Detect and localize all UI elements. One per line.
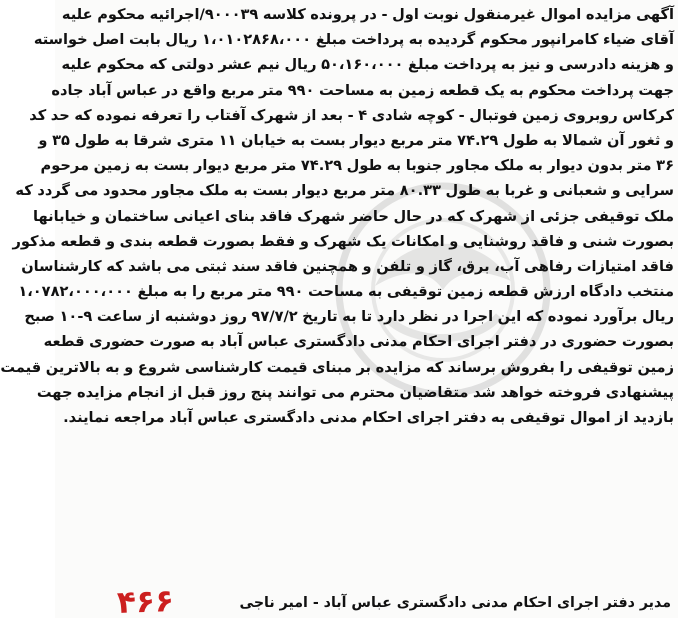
notice-line: ۳۶ متر بدون دیوار به ملک مجاور جنوبا به طول ۷۴.۲۹ متر مربع دیوار بست به زمین مرحوم (40, 157, 674, 175)
red-handwritten-number: ۴۶۶ (116, 582, 175, 621)
notice-line: ریال برآورد نموده که این اجرا در نظر دارد تا به تاریخ ۹۷/۷/۲ روز دوشنبه از ساعت ۹-۱۰ صبح (24, 308, 674, 326)
notice-line: و ثغور آن شمالا به طول ۷۴.۲۹ متر مربع دیوار بست به خیابان ۱۱ متری شرقا به طول ۳۵ و (38, 131, 674, 149)
notice-line: بصورت حضوری در دفتر اجرای احکام مدنی دادگستری عباس آباد به صورت حضوری قطعه (43, 333, 674, 351)
notice-line: زمین توقیفی را بفروش برساند که مزایده بر مبنای قیمت کارشناسی شروع و به بالاترین قیمت (0, 358, 674, 376)
notice-line: سرایی و شعبانی و غربا به طول ۸۰.۳۳ متر مربع دیوار بست به ملک مجاور محدود می گردد که (15, 182, 674, 200)
notice-line: بازدید از اموال توقیفی به دفتر اجرای احکام مدنی دادگستری عباس آباد مراجعه نمایند. (63, 409, 674, 426)
notice-line: جهت پرداخت محکوم به یک قطعه زمین به مساحت ۹۹۰ متر مربع واقع در عباس آباد جاده (51, 81, 674, 99)
notice-line: منتخب دادگاه ارزش قطعه زمین توقیفی به مساحت ۹۹۰ متر مربع را به مبلغ ۱،۰۷۸۲،۰۰۰،۰۰۰ (18, 283, 674, 301)
notice-line: فاقد امتیازات رفاهی آب، برق، گاز و تلفن و همچنین فاقد سند ثبتی می باشد که کارشناسان (21, 257, 674, 275)
signature-line: مدیر دفتر اجرای احکام مدنی دادگستری عباس آباد - امیر ناجی (239, 595, 671, 611)
notice-line: ملک توقیفی جزئی از شهرک که در حال حاضر شهرک فاقد بنای اعیانی ساختمان و خیابانها (33, 207, 674, 225)
notice-line: بصورت شنی و فاقد روشنایی و امکانات یک شهرک و فقط بصورت قطعه بندی و قطعه مذکور (12, 232, 674, 250)
auction-notice-body (0, 2, 674, 430)
notice-line: کرکاس روبروی زمین فوتبال - کوچه شادی ۴ - بعد از شهرک آفتاب را تعرفه نموده که حد کد (29, 106, 674, 124)
notice-line: آقای ضیاء کامرانپور محکوم گردیده به پرداخت مبلغ ۱،۰۱۰۲۸۶۸،۰۰۰ ریال بابت اصل خواسته (33, 31, 674, 49)
notice-line: پیشنهادی فروخته خواهد شد متقاضیان محترم می توانند پنج روز قبل از انجام مزایده جهت (36, 383, 674, 401)
notice-line: و هزینه دادرسی و نیز به پرداخت مبلغ ۵۰،۱۶۰،۰۰۰ ریال نیم عشر دولتی که محکوم علیه (61, 56, 674, 74)
notice-line: آگهی مزایده اموال غیرمنقول نوبت اول - در پرونده کلاسه ۹۰۰۰۳۹/اجرائیه محکوم علیه (61, 6, 674, 23)
